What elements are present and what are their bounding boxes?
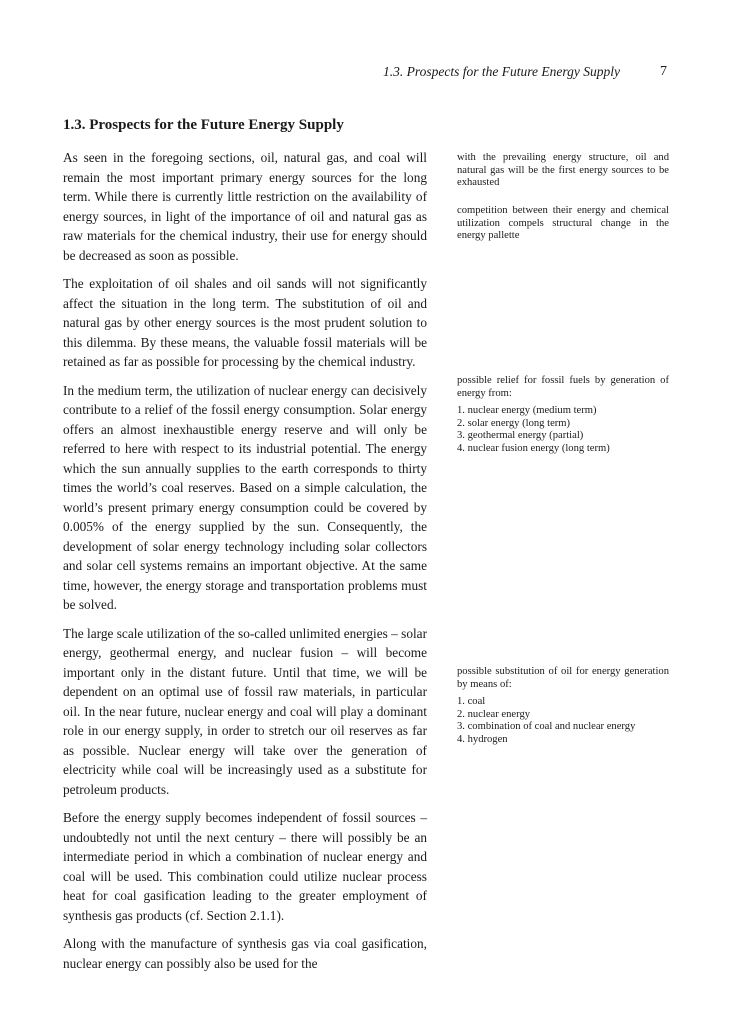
margin-note: [457, 205, 669, 243]
list-item: 4. hydrogen: [457, 733, 508, 745]
margin-note-list: [457, 696, 669, 746]
margin-note-text: possible substitution of oil for energy generation by means of:: [457, 666, 669, 690]
running-title: 1.3. Prospects for the Future Energy Supply: [383, 64, 620, 79]
margin-note-list: [457, 405, 669, 455]
list-item: 1. nuclear energy (medium term): [457, 405, 597, 417]
paragraph: The exploitation of oil shales and oil sands will not significantly affect the situation in the long term. The substitution of oil and natural gas by other energy sources is the most prudent solution to this dilemma. By these means, the valuable fossil materials will be retained as far as possible for processing by the chemical industry.: [63, 276, 427, 369]
list-item: 3. geothermal energy (partial): [457, 430, 584, 442]
paragraph: In the medium term, the utilization of nuclear energy can decisively contribute to a relief of the fossil energy consumption. Solar energy offers an almost inexhaustible energy reserve and will only be referred to here with respect to its industrial potential. The energy which the sun annually supplies to the earth corresponds to thirty times the world’s coal reserves. Based on a simple calculation, the world’s present primary energy consumption could be covered by 0.005% of the energy supplied by the sun. Consequently, the development of solar energy technology including solar collectors and solar cell systems remains an important objective. At the same time, however, the energy storage and transportation problems must be solved.: [63, 382, 427, 612]
paragraph: Before the energy supply becomes independent of fossil sources – undoubtedly not until the next century – there will possibly be an intermediate period in which a combination of nuclear energy and coal will be used. This combination could utilize nuclear process heat for coal gasification leading to the greater employment of synthesis gas products (cf. Section 2.1.1).: [63, 810, 427, 923]
paragraph: Along with the manufacture of synthesis gas via coal gasification, nuclear energy can possibly also be used for the: [63, 936, 427, 971]
section-title: 1.3. Prospects for the Future Energy Supply: [63, 117, 344, 133]
list-item: 3. combination of coal and nuclear energy: [457, 721, 636, 733]
margin-note-text: with the prevailing energy structure, oil and natural gas will be the first energy sources to be exhausted: [457, 152, 669, 189]
margin-note-text: possible relief for fossil fuels by generation of energy from:: [457, 375, 669, 399]
page-number: 7: [660, 64, 667, 79]
list-item: 1. coal: [457, 696, 486, 708]
paragraph: The large scale utilization of the so-called unlimited energies – solar energy, geothermal energy, and nuclear fusion – will become important only in the distant future. Until that time, we will be dependent on an optimal use of fossil raw materials, in particular oil. In the near future, nuclear energy and coal will play a dominant role in our energy supply, in order to stretch our oil reserves as far as possible. Nuclear energy will take over the generation of electricity while coal will be increasingly used as a substitute for petroleum products.: [63, 625, 427, 797]
list-item: 2. solar energy (long term): [457, 417, 571, 429]
margin-note: [457, 666, 669, 747]
margin-note: [457, 152, 669, 190]
main-text-column: [63, 148, 427, 982]
list-item: 4. nuclear fusion energy (long term): [457, 442, 610, 454]
margin-note-text: competition between their energy and chemical utilization compels structural change in the energy pallette: [457, 205, 669, 242]
paragraph: As seen in the foregoing sections, oil, natural gas, and coal will remain the most important primary energy sources for the long term. While there is currently little restriction on the availability of energy sources, in light of the importance of oil and natural gas as raw materials for the chemical industry, their use for energy should be decreased as soon as possible.: [63, 150, 427, 263]
list-item: 2. nuclear energy: [457, 708, 531, 720]
margin-note: [457, 375, 669, 456]
